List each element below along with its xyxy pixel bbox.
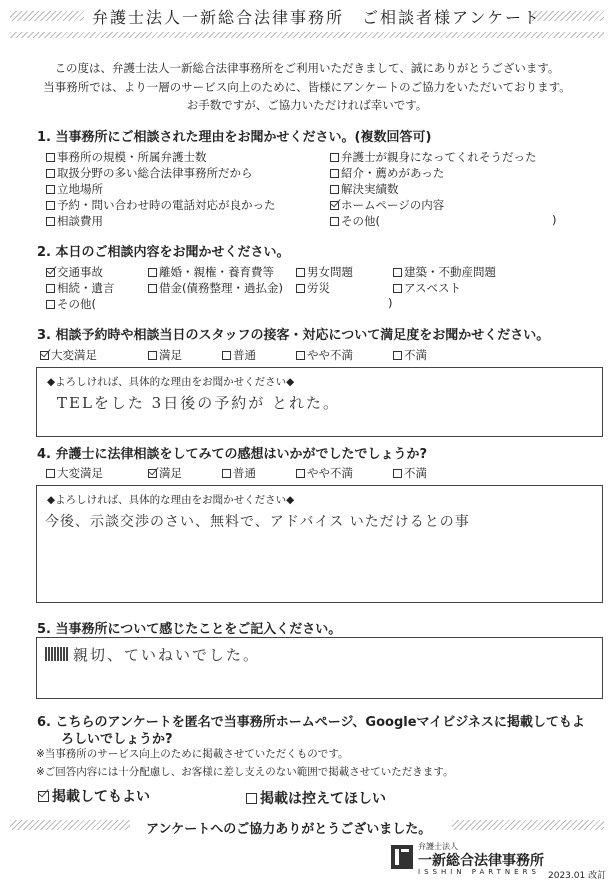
q2-option[interactable]: 交通事故 [46,264,103,280]
firm-logo-mark [391,845,413,869]
q6-title-line-1: 6. こちらのアンケートを匿名で当事務所ホームページ、Googleマイビジネスに掲載してもよ [37,715,585,730]
q2-close-paren: ) [388,296,393,310]
q4-option[interactable]: 普通 [222,465,256,481]
checkbox[interactable] [393,351,402,360]
checkbox[interactable] [330,185,339,194]
q4-comment-label: ◆よろしければ、具体的な理由をお聞かせください◆ [47,494,295,506]
footer-thanks: アンケートへのご協力ありがとうございました。 [146,822,432,837]
q2-option[interactable]: 建築・不動産問題 [393,264,496,280]
q2-option[interactable]: その他( [46,296,96,312]
checkbox[interactable] [296,351,305,360]
q1-title: 1. 当事務所にご相談された理由をお聞かせください。(複数回答可) [37,130,432,145]
header-hatch-left [10,11,84,21]
q1-option[interactable]: ホームページの内容 [330,197,444,213]
q1-option[interactable]: 立地場所 [46,181,103,197]
checkbox[interactable] [393,469,402,478]
checkbox[interactable] [393,268,402,277]
q3-handwritten-answer: TELをした 3日後の予約が とれた。 [57,394,340,412]
checkbox-checked[interactable] [330,201,339,210]
firm-logo-en: ISSHIN PARTNERS [418,868,540,876]
checkbox[interactable] [296,268,305,277]
checkbox[interactable] [46,169,55,178]
checkbox[interactable] [148,268,157,277]
q1-option[interactable]: 予約・問い合わせ時の電話対応が良かった [46,197,276,213]
checkbox[interactable] [330,169,339,178]
checkbox-checked[interactable] [46,268,55,277]
strikethrough-mark [45,647,69,661]
checkbox[interactable] [330,217,339,226]
revision-date: 2023.01 改訂 [548,871,607,881]
q6-note-1: ※当事務所のサービス向上のために掲載させていただくものです。 [36,748,349,760]
checkbox[interactable] [296,469,305,478]
checkbox[interactable] [46,217,55,226]
q4-handwritten-answer: 今後、示談交渉のさい、無料で、アドバイス いただけるとの事 [45,514,470,530]
q3-comment-label: ◆よろしければ、具体的な理由をお聞かせください◆ [47,376,295,388]
q6-option-publish-no[interactable]: 掲載は控えてほしい [246,788,386,808]
checkbox[interactable] [148,284,157,293]
q2-option[interactable]: 借金(債務整理・過払金) [148,280,283,296]
q1-option[interactable]: 事務所の規模・所属弁護士数 [46,149,207,165]
firm-logo-name: 一新総合法律事務所 [418,853,544,869]
q3-title: 3. 相談予約時や相談当日のスタッフの接客・対応について満足度をお聞かせください。 [37,328,550,343]
q4-option[interactable]: 不満 [393,465,427,481]
q1-option[interactable]: 紹介・薦めがあった [330,165,444,181]
checkbox[interactable] [46,284,55,293]
checkbox[interactable] [148,351,157,360]
header-hatch-bottom [10,32,604,38]
q6-note-2: ※ご回答内容には十分配慮し、お客様に差し支えのない範囲で掲載させていただきます。 [36,766,454,778]
q2-option[interactable]: 労災 [296,280,330,296]
checkbox[interactable] [46,185,55,194]
q3-option[interactable]: 大変満足 [40,347,97,363]
q2-option[interactable]: 相続・遺言 [46,280,115,296]
intro-line-2: 当事務所では、より一層のサービス向上のために、皆様にアンケートのご協力をいただいております。 [43,80,571,94]
q4-comment-box[interactable] [36,485,603,603]
intro-line-1: この度は、弁護士法人一新総合法律事務所をご利用いただきまして、誠にありがとうございます。 [54,61,560,75]
q4-option[interactable]: 大変満足 [46,465,103,481]
q6-option-publish-ok[interactable]: 掲載してもよい [38,786,150,806]
q3-comment-box[interactable] [36,367,603,437]
q1-option[interactable]: 解決実績数 [330,181,399,197]
q5-comment-box[interactable] [36,637,603,699]
q1-option[interactable]: 弁護士が親身になってくれそうだった [330,149,537,165]
checkbox[interactable] [46,201,55,210]
q4-option[interactable]: 満足 [148,465,182,481]
q2-option[interactable]: 男女問題 [296,264,353,280]
q2-option[interactable]: 離婚・親権・養育費等 [148,264,274,280]
checkbox[interactable] [222,351,231,360]
firm-logo-small: 弁護士法人 [418,842,458,851]
q6-title-line-2: ろしいでしょうか? [61,732,173,747]
checkbox[interactable] [246,793,257,804]
checkbox[interactable] [330,153,339,162]
q1-option[interactable]: その他( [330,213,380,229]
q3-option[interactable]: 不満 [393,347,427,363]
checkbox[interactable] [296,284,305,293]
q4-title: 4. 弁護士に法律相談をしてみての感想はいかがでしたでしょうか? [37,447,428,462]
q2-option[interactable]: アスベスト [393,280,461,296]
footer-hatch-left [10,820,130,830]
q5-handwritten-answer: 親切、ていねいでした。 [73,646,261,664]
q3-option[interactable]: 満足 [148,347,182,363]
checkbox[interactable] [222,469,231,478]
q4-option[interactable]: やや不満 [296,465,353,481]
header-hatch-right [530,11,604,21]
q3-option[interactable]: 普通 [222,347,256,363]
survey-title: 弁護士法人一新総合法律事務所 ご相談者様アンケート [92,8,542,27]
checkbox-checked[interactable] [40,351,49,360]
intro-line-3: お手数ですが、ご協力いただければ幸いです。 [186,98,428,112]
checkbox-checked[interactable] [148,469,157,478]
q2-title: 2. 本日のご相談内容をお聞かせください。 [37,245,290,260]
checkbox-checked[interactable] [38,791,49,802]
q1-close-paren: ) [552,213,557,227]
q5-title: 5. 当事務所について感じたことをご記入ください。 [37,622,342,637]
checkbox[interactable] [46,300,55,309]
q3-option[interactable]: やや不満 [296,347,353,363]
q1-option[interactable]: 取扱分野の多い総合法律事務所だから [46,165,253,181]
checkbox[interactable] [393,284,402,293]
checkbox[interactable] [46,153,55,162]
checkbox[interactable] [46,469,55,478]
footer-hatch-right [452,820,604,830]
q1-option[interactable]: 相談費用 [46,213,103,229]
